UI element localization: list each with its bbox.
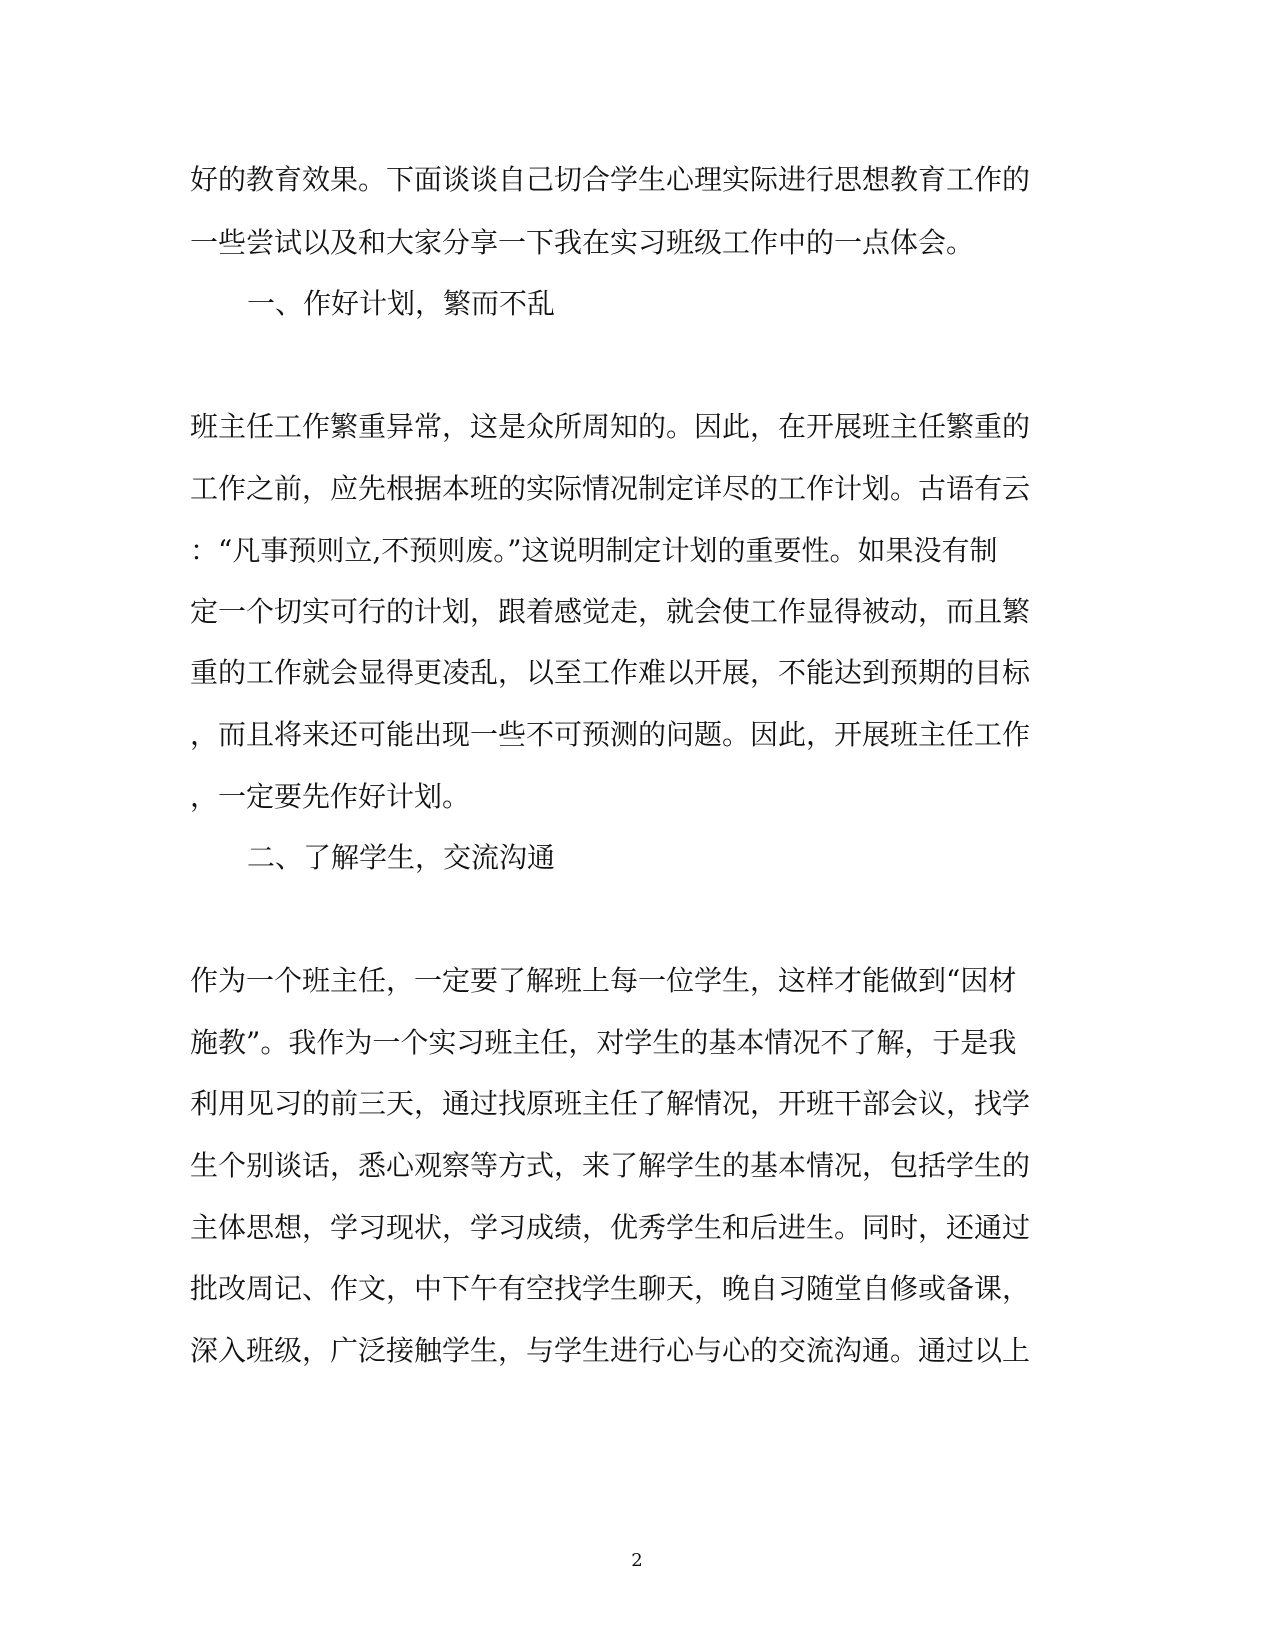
section-1-line-5: 重的工作就会显得更凌乱，以至工作难以开展，不能达到预期的目标 xyxy=(190,656,1031,689)
section-2-line-4: 生个别谈话，悉心观察等方式，来了解学生的基本情况，包括学生的 xyxy=(190,1149,1031,1182)
section-2-heading: 二、了解学生，交流沟通 xyxy=(247,841,556,874)
section-2-line-7: 深入班级，广泛接触学生，与学生进行心与心的交流沟通。通过以上 xyxy=(190,1334,1031,1367)
intro-line-1: 好的教育效果。下面谈谈自己切合学生心理实际进行思想教育工作的 xyxy=(190,163,1031,196)
section-1-line-6: ，而且将来还可能出现一些不可预测的问题。因此，开展班主任工作 xyxy=(190,718,1031,751)
section-1-heading: 一、作好计划，繁而不乱 xyxy=(247,287,556,320)
section-1-line-1: 班主任工作繁重异常，这是众所周知的。因此，在开展班主任繁重的 xyxy=(190,410,1031,443)
section-1-line-3: ：“凡事预则立,不预则废。”这说明制定计划的重要性。如果没有制 xyxy=(190,534,998,567)
section-1-line-7: ，一定要先作好计划。 xyxy=(190,780,471,813)
section-2-line-3: 利用见习的前三天，通过找原班主任了解情况，开班干部会议，找学 xyxy=(190,1087,1031,1120)
section-1-line-2: 工作之前，应先根据本班的实际情况制定详尽的工作计划。古语有云 xyxy=(190,472,1031,505)
section-2-line-5: 主体思想，学习现状，学习成绩，优秀学生和后进生。同时，还通过 xyxy=(190,1211,1031,1244)
page-number: 2 xyxy=(631,1550,643,1571)
section-2-line-6: 批改周记、作文，中下午有空找学生聊天，晚自习随堂自修或备课， xyxy=(190,1272,1031,1305)
intro-line-2: 一些尝试以及和大家分享一下我在实习班级工作中的一点体会。 xyxy=(190,226,975,259)
section-1-line-4: 定一个切实可行的计划，跟着感觉走，就会使工作显得被动，而且繁 xyxy=(190,595,1031,628)
section-2-line-1: 作为一个班主任，一定要了解班上每一位学生，这样才能做到“因材 xyxy=(190,964,1017,997)
section-2-line-2: 施教”。我作为一个实习班主任，对学生的基本情况不了解，于是我 xyxy=(190,1026,1017,1059)
